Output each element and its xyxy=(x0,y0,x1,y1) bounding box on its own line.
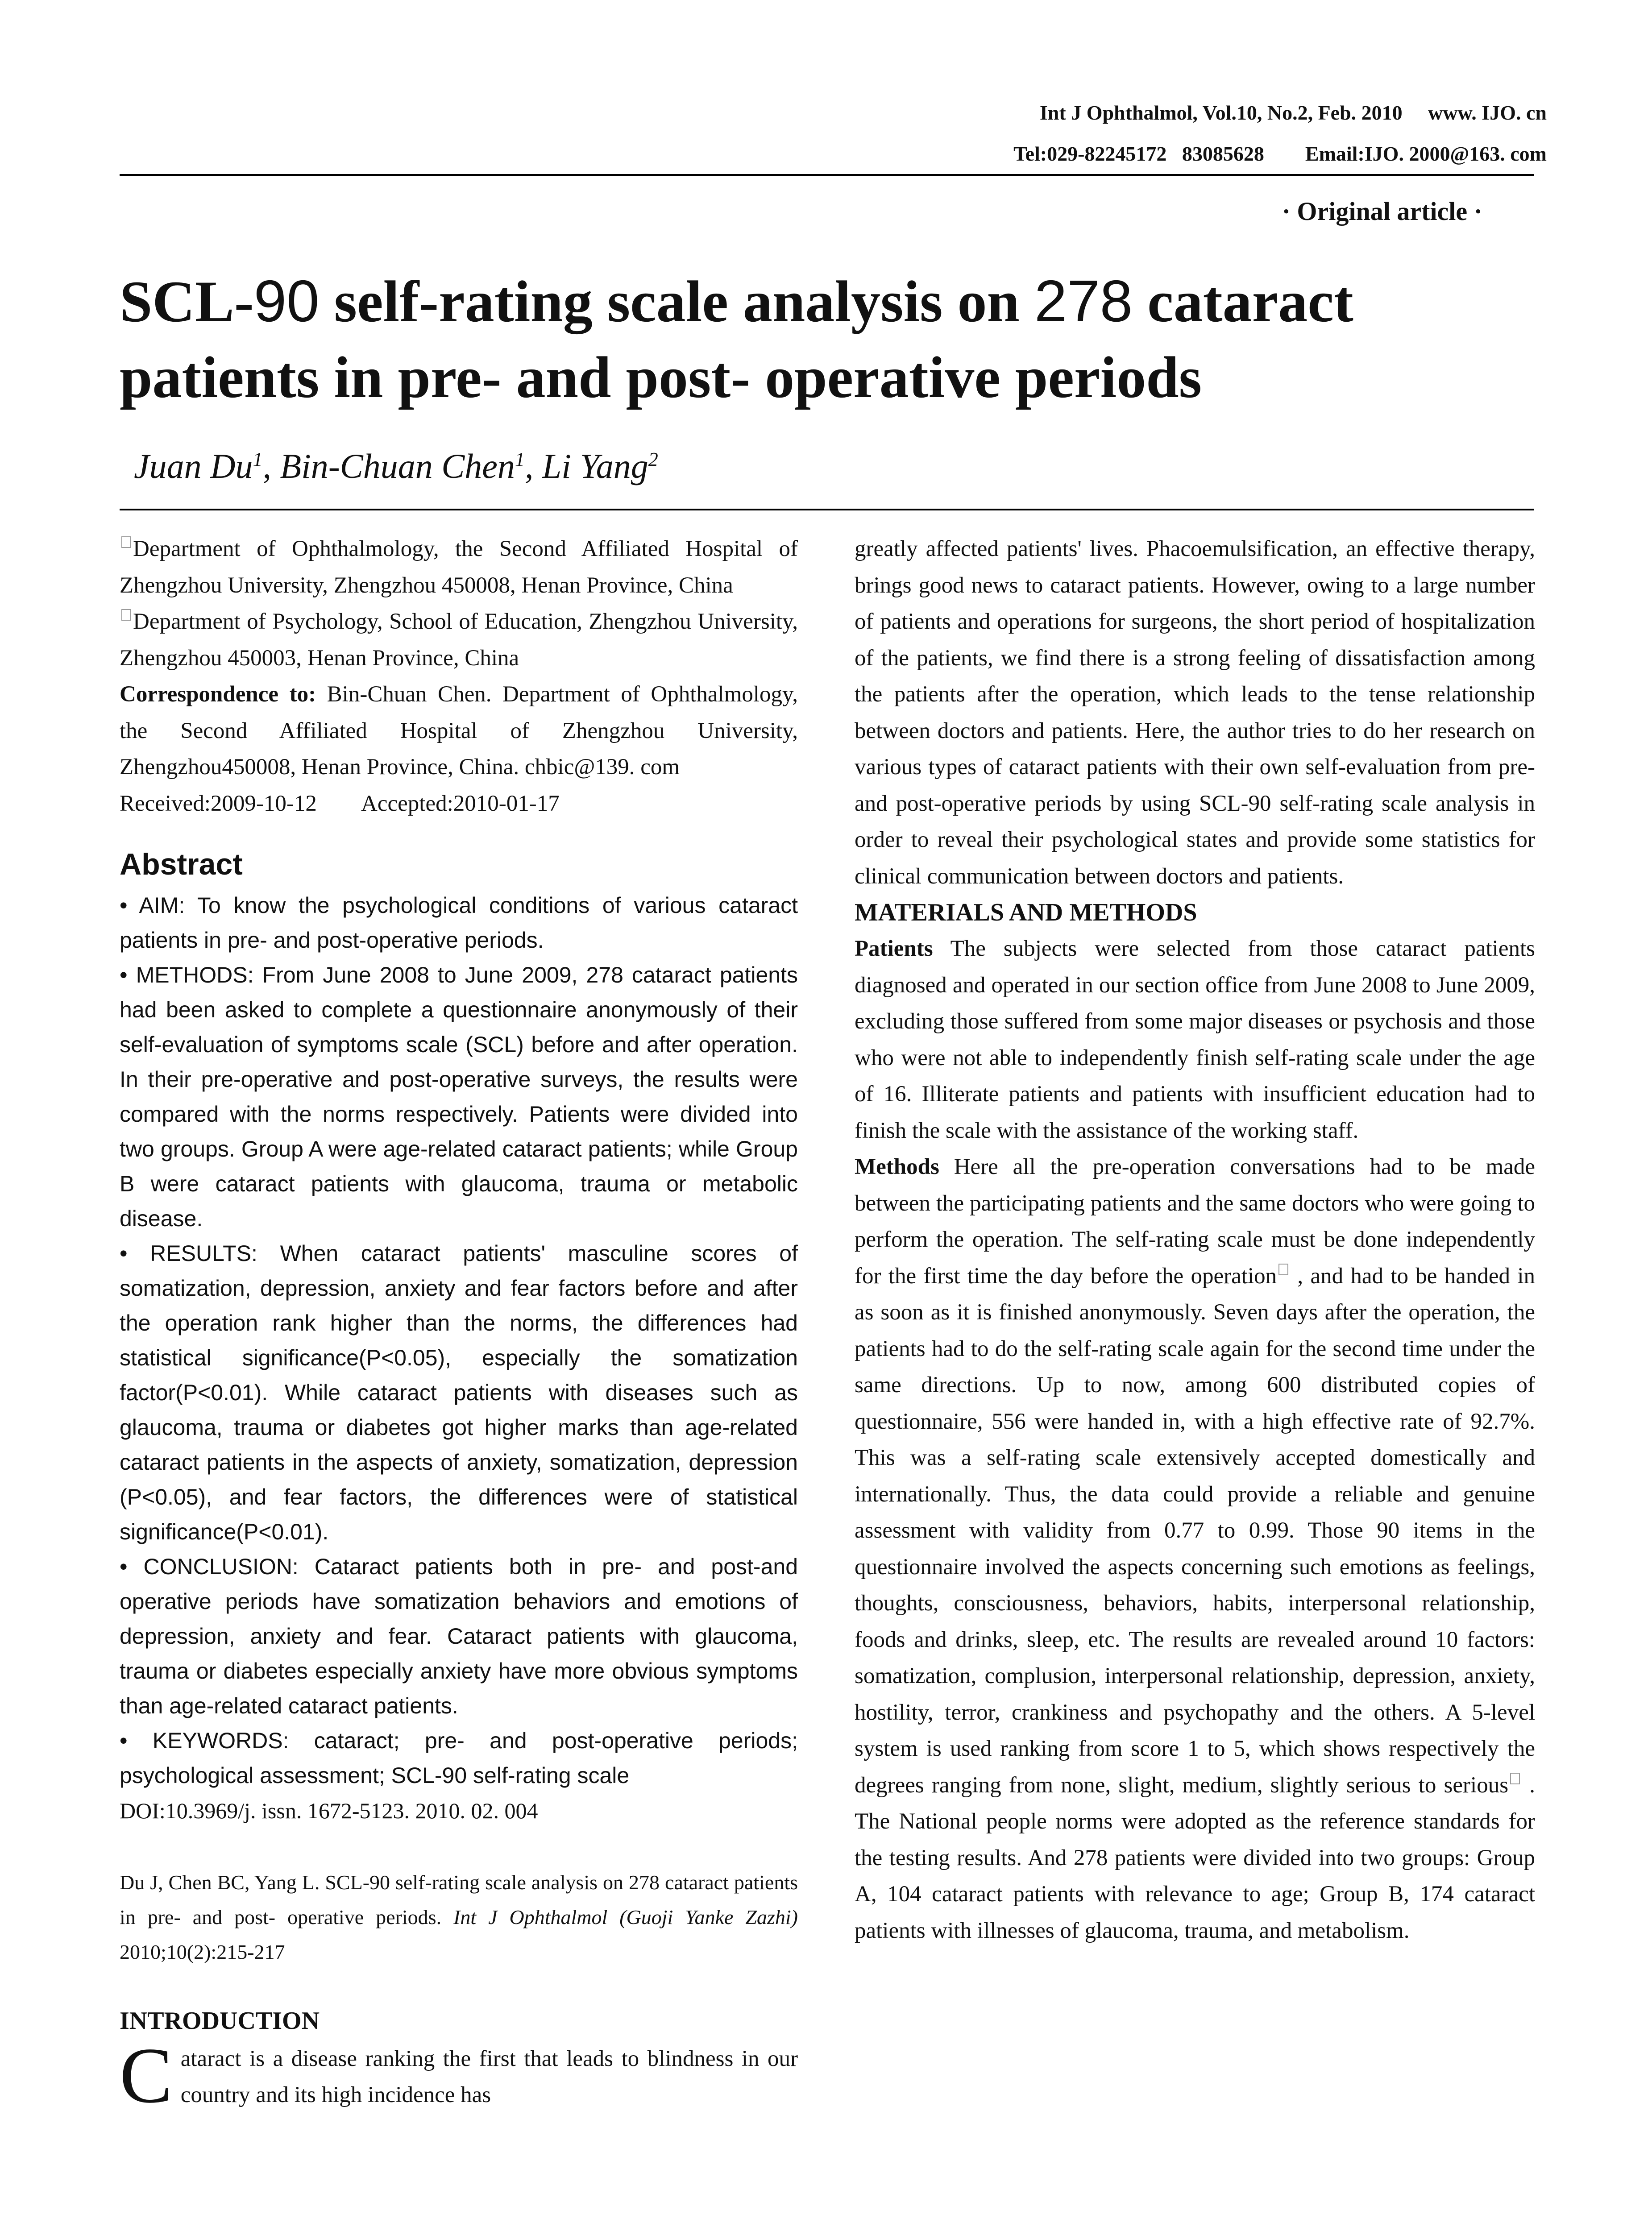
abstract-keywords: • KEYWORDS: cataract; pre- and post-operative periods; psychological assessment; SCL-90 self-rating scale xyxy=(120,1728,798,1788)
drop-cap: C xyxy=(120,2031,173,2119)
abstract-conclusion: • CONCLUSION: Cataract patients both in pre- and post-and operative periods have somatization behaviors and emotions of depression, anxiety and fear. Cataract patients with glaucoma, trauma or diabetes especially anxiety have more obvious symptoms than age-related cataract patients. xyxy=(120,1554,798,1718)
journal-info: Int J Ophthalmol, Vol.10, No.2, Feb. 2010 www. IJO. cn xyxy=(1039,101,1547,124)
methods-paragraph: Methods Here all the pre-operation conversations had to be made between the participating patients and the same doctors who were going to perform the operation. The self-rating scale must be done independently for the first time the day before the operation , and had to be handed in as soon as it is finished anonymously. Seven days after the operation, the patients had to do the self-rating scale again for the second time under the same directions. Up to now, among 600 distributed copies of questionnaire, 556 were handed in, with a high effective rate of 92.7%. This was a self-rating scale extensively accepted domestically and internationally. Thus, the data could provide a reliable and genuine assessment with validity from 0.77 to 0.99. Those 90 items in the questionnaire involved the aspects concerning such emotions as feelings, thoughts, consciousness, behaviors, habits, interpersonal relationship, foods and drinks, sleep, etc. The results are revealed around 10 factors: somatization, complusion, interpersonal relationship, depression, anxiety, hostility, terror, crankiness and psychopathy and the others. A 5-level system is used ranking from score 1 to 5, which shows respectively the degrees ranging from none, slight, medium, slightly serious to serious . The National people norms were adopted as the reference standards for the testing results. And 278 patients were divided into two groups: Group A, 104 cataract patients with relevance to age; Group B, 174 cataract patients with illnesses of glaucoma, trauma, and metabolism. xyxy=(855,1154,1535,1943)
journal-contact: Tel:029-82245172 83085628 Email:IJO. 2000@163. com xyxy=(1013,142,1547,165)
section-label: · Original article · xyxy=(1282,197,1482,226)
introduction-continued: greatly affected patients' lives. Phacoemulsification, an effective therapy, brings good news to cataract patients. However, owing to a large number of patients and operations for surgeons, the short period of hospitalization of the patients, we find there is a strong feeling of dissatisfaction among the patients after the operation, which leads to the tense relationship between doctors and patients. Here, the author tries to do her research on various types of cataract patients with their own self-evaluation from pre- and post-operative periods by using SCL-90 self-rating scale analysis in order to reveal their psychological states and provide some statistics for clinical communication between doctors and patients. xyxy=(855,536,1535,889)
right-column xyxy=(855,531,1535,1949)
received-dates: Received:2009-10-12 Accepted:2010-01-17 xyxy=(120,791,560,816)
materials-heading: MATERIALS AND METHODS xyxy=(855,899,1197,926)
reference-mark-2 xyxy=(1510,1773,1520,1784)
reference-mark-1 xyxy=(1278,1264,1288,1275)
abstract-results: • RESULTS: When cataract patients' masculine scores of somatization, depression, anxiety and fear factors before and after the operation rank higher than the norms, the differences had statistical significance(P<0.05), especially the somatization factor(P<0.01). While cataract patients with diseases such as glaucoma, trauma or diabetes got higher marks than age-related cataract patients in the aspects of anxiety, somatization, depression (P<0.05), and fear factors, the differences were of statistical significance(P<0.01). xyxy=(120,1241,798,1544)
abstract-aim: • AIM: To know the psychological conditions of various cataract patients in pre- and post-operative periods. xyxy=(120,893,798,953)
left-column xyxy=(120,531,798,2119)
affiliation-mark-2 xyxy=(121,609,131,621)
correspondence: Correspondence to: Bin-Chuan Chen. Department of Ophthalmology, the Second Affiliated Hospital of Zhengzhou University, Zhengzhou450008, Henan Province, China. chbic@139. com xyxy=(120,682,798,780)
citation: Du J, Chen BC, Yang L. SCL-90 self-rating scale analysis on 278 cataract patients in pre- and post- operative periods. Int J Ophthalmol (Guoji Yanke Zazhi) 2010;10(2):215-217 xyxy=(120,1870,798,1963)
doi: DOI:10.3969/j. issn. 1672-5123. 2010. 02. 004 xyxy=(120,1798,538,1823)
affiliation-1: Department of Ophthalmology, the Second Affiliated Hospital of Zhengzhou University, Zhengzhou 450008, Henan Province, China xyxy=(120,536,798,598)
article-title: SCL-90 self-rating scale analysis on 278 cataract patients in pre- and post- operative periods xyxy=(120,268,1353,410)
affiliation-mark-1 xyxy=(121,536,131,548)
introduction-text: Cataract is a disease ranking the first that leads to blindness in our country and its high incidence has xyxy=(120,2031,798,2119)
author-rule xyxy=(120,509,1534,510)
introduction-heading: INTRODUCTION xyxy=(120,2007,320,2035)
author-list: Juan Du$^1$, Bin-Chuan Chen$^1$, Li Yang$^2$ xyxy=(134,447,658,485)
abstract-methods: • METHODS: From June 2008 to June 2009, 278 cataract patients had been asked to complete a questionnaire anonymously of their self-evaluation of symptoms scale (SCL) before and after operation. In their pre-operative and post-operative surveys, the results were compared with the norms respectively. Patients were divided into two groups. Group A were age-related cataract patients; while Group B were cataract patients with glaucoma, trauma or metabolic disease. xyxy=(120,962,798,1231)
header-rule xyxy=(120,174,1534,176)
abstract-heading: Abstract xyxy=(120,847,243,881)
patients-paragraph: Patients The subjects were selected from those cataract patients diagnosed and operated in our section office from June 2008 to June 2009, excluding those suffered from some major diseases or psychosis and those who were not able to independently finish self-rating scale under the age of 16. Illiterate patients and patients with insufficient education had to finish the scale with the assistance of the working staff. xyxy=(855,936,1535,1143)
affiliation-2: Department of Psychology, School of Education, Zhengzhou University, Zhengzhou 450003, Henan Province, China xyxy=(120,609,798,671)
